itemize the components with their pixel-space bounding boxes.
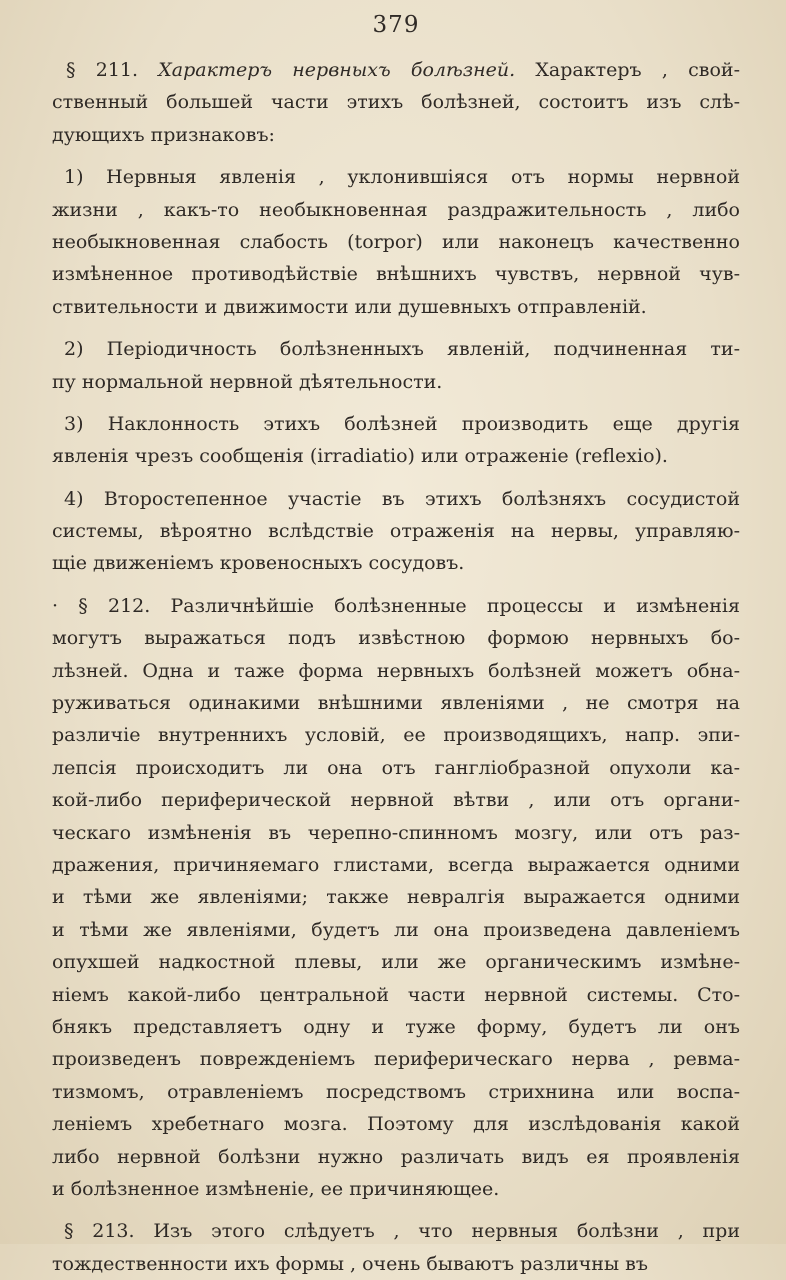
text-segment: дующихъ признаковъ: [52, 123, 275, 146]
text-segment: ніемъ какой-либо центральной части нервной системы. Сто- [52, 983, 740, 1006]
section-heading: Характеръ нервныхъ болѣзней. [158, 59, 516, 81]
text-line [52, 1043, 740, 1075]
text-line [52, 1141, 740, 1173]
text-segment: 2) Періодичность болѣзненныхъ явленій, подчиненная ти- [64, 338, 740, 361]
paragraph-item1 [52, 161, 740, 323]
text-segment: произведенъ поврежденіемъ периферическаго нерва , ревма- [52, 1048, 740, 1071]
text-line [52, 817, 740, 849]
text-line [52, 119, 740, 151]
text-line [52, 366, 740, 398]
text-line [52, 291, 740, 323]
text-segment: лѣзней. Одна и таже форма нервныхъ болѣзней можетъ обна- [52, 659, 740, 682]
text-line [52, 946, 740, 978]
text-segment: опухшей надкостной плевы, или же органическимъ измѣне- [52, 951, 740, 974]
text-line [52, 752, 740, 784]
text-line [52, 914, 740, 946]
text-segment: Характеръ , свой- [515, 59, 740, 81]
text-line [52, 515, 740, 547]
text-line [52, 440, 740, 472]
text-line [52, 408, 740, 440]
paragraph-item4 [52, 483, 740, 580]
text-line [52, 622, 740, 654]
text-segment: пу нормальной нервной дѣятельности. [52, 370, 443, 393]
text-line [52, 1108, 740, 1140]
text-line [52, 1076, 740, 1108]
text-segment: ственный большей части этихъ болѣзней, состоитъ изъ слѣ- [52, 91, 740, 114]
text-segment: необыкновенная слабость (torpor) или наконецъ качественно [52, 230, 740, 253]
page-number: 379 [372, 12, 420, 38]
text-segment: дражения, причиняемаго глистами, всегда выражается одними [52, 853, 740, 876]
text-segment: ствительности и движимости или душевныхъ отправленій. [52, 295, 647, 318]
text-segment: 1) Нервныя явленія , уклонившіяся отъ нормы нервной [64, 166, 740, 189]
text-segment: лепсія происходитъ ли она отъ ганглiобразной опухоли ка- [52, 756, 740, 779]
text-segment: жизни , какъ-то необыкновенная раздражительность , либо [52, 198, 740, 221]
paragraph-item2 [52, 333, 740, 398]
text-segment: измѣненное противодѣйствіе внѣшнихъ чувствъ, нервной чув- [52, 263, 740, 286]
text-line [52, 979, 740, 1011]
text-segment: и тѣми же явленіями; также невралгія выражается одними [52, 886, 740, 909]
text-segment: тизмомъ, отравленіемъ посредствомъ стрихнина или воспа- [52, 1080, 740, 1103]
text-segment: кой-либо периферической нервной вѣтви , или отъ органи- [52, 789, 740, 812]
text-segment: и болѣзненное измѣненіе, ее причиняющее. [52, 1177, 500, 1200]
text-segment: либо нервной болѣзни нужно различать видъ ея проявленія [52, 1145, 740, 1168]
text-line [52, 258, 740, 290]
text-line [52, 54, 740, 86]
text-line [52, 1173, 740, 1205]
text-segment: · § 212. Различнѣйшіе болѣзненные процессы и измѣненія [52, 594, 740, 617]
text-line [52, 547, 740, 579]
text-segment: руживаться одинакими внѣшними явленіями , не смотря на [52, 692, 740, 715]
text-line [52, 687, 740, 719]
text-segment: 4) Второстепенное участіе въ этихъ болѣзняхъ сосудистой [64, 487, 740, 510]
text-line [52, 333, 740, 365]
text-segment: различіе внутреннихъ условій, ее производящихъ, напр. эпи- [52, 724, 740, 747]
paragraph-sec212 [52, 590, 740, 1205]
text-line [52, 86, 740, 118]
text-line [52, 655, 740, 687]
text-segment: и тѣми же явленіями, будетъ ли она произведена давленіемъ [52, 918, 740, 941]
text-body [52, 54, 740, 1280]
paragraph-item3 [52, 408, 740, 473]
text-line [52, 784, 740, 816]
text-segment: 3) Наклонность этихъ болѣзней производить еще другія [64, 412, 740, 435]
text-segment: системы, вѣроятно вслѣдствіе отраженія на нервы, управляю- [52, 520, 740, 543]
text-segment: могутъ выражаться подъ извѣстною формою нервныхъ бо- [52, 627, 740, 650]
text-line [52, 161, 740, 193]
text-line [52, 1248, 740, 1280]
text-line [52, 1011, 740, 1043]
text-line [52, 590, 740, 622]
text-line [52, 226, 740, 258]
paragraph-sec211 [52, 54, 740, 151]
text-segment: бнякъ представляетъ одну и туже форму, будетъ ли онъ [52, 1015, 740, 1038]
text-line [52, 849, 740, 881]
text-segment: тождественности ихъ формы , очень бываютъ различны въ [52, 1252, 648, 1275]
text-segment: § 211. [66, 59, 159, 81]
text-line [52, 719, 740, 751]
text-segment: щіе движеніемъ кровеносныхъ сосудовъ. [52, 552, 465, 575]
text-line [52, 881, 740, 913]
text-segment: леніемъ хребетнаго мозга. Поэтому для изслѣдованія какой [52, 1113, 740, 1136]
text-line [52, 194, 740, 226]
text-segment: ческаго измѣненія въ черепно-спинномъ мозгу, или отъ раз- [52, 821, 740, 844]
text-line [52, 1215, 740, 1247]
text-line [52, 483, 740, 515]
paragraph-sec213 [52, 1215, 740, 1280]
text-segment: § 213. Изъ этого слѣдуетъ , что нервныя болѣзни , при [64, 1220, 740, 1243]
text-segment: явленія чрезъ сообщенія (irradiatio) или отраженіе (reflexio). [52, 445, 668, 468]
